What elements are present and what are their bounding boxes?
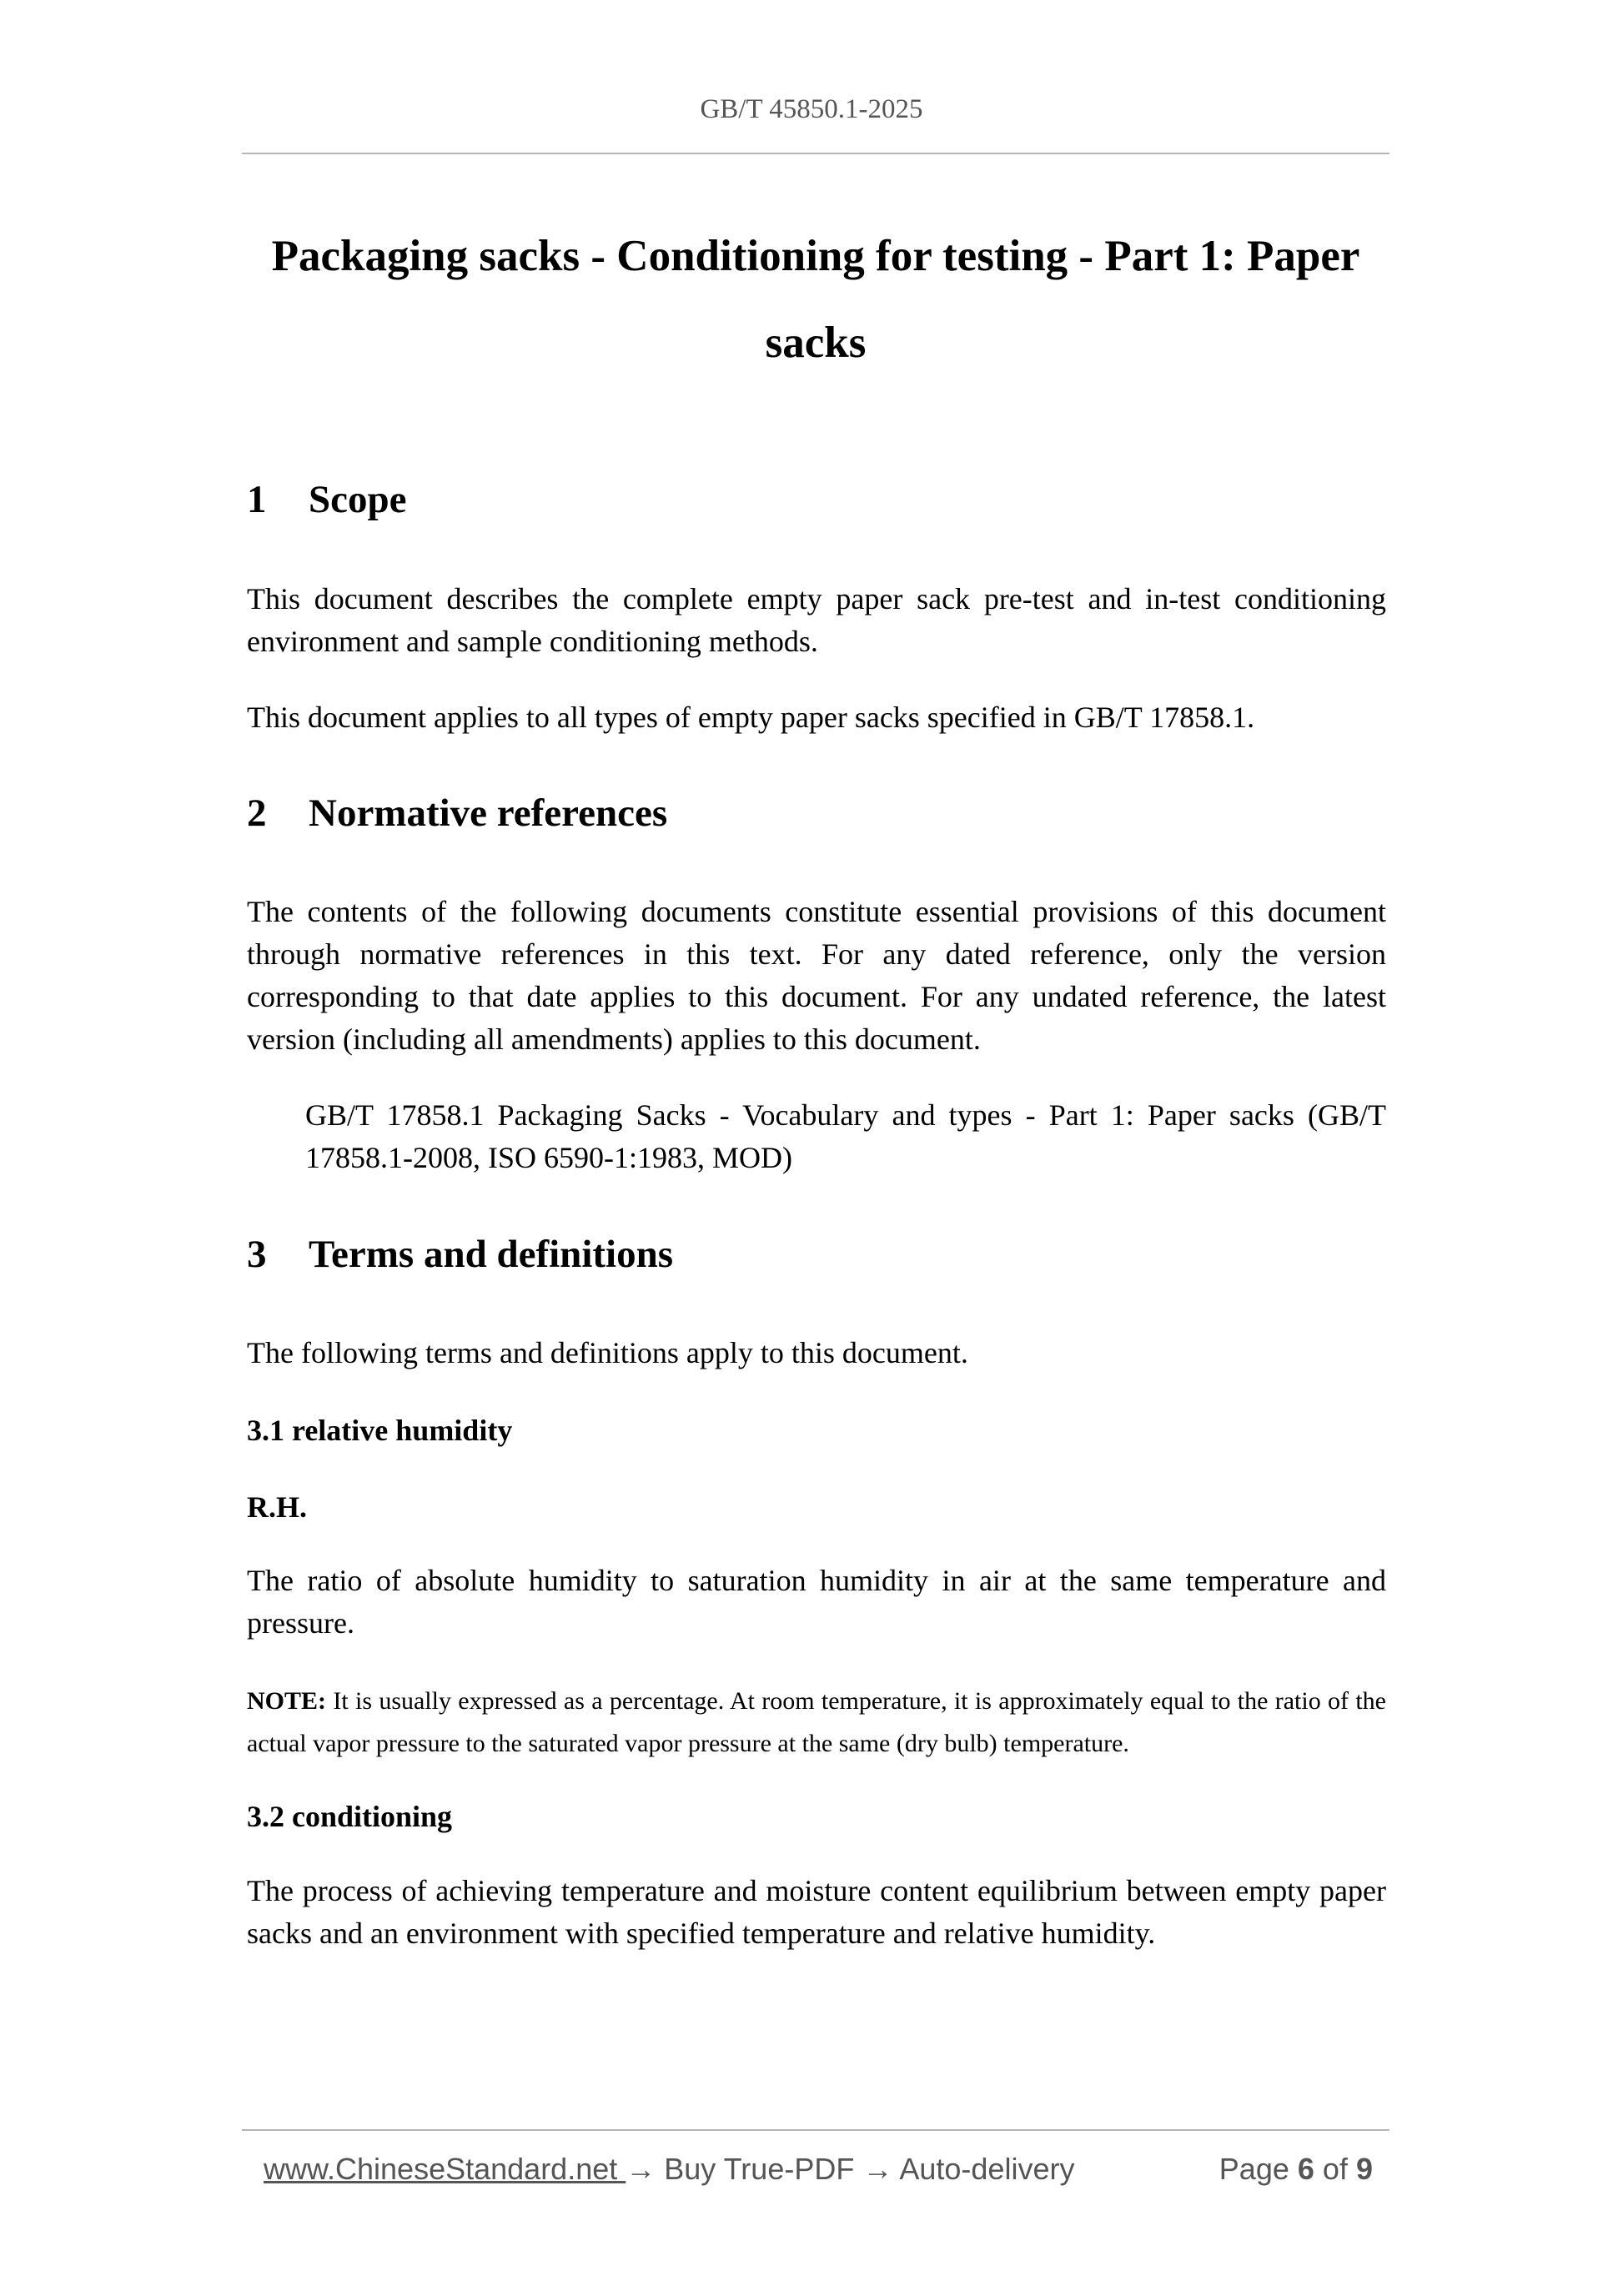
header-divider	[242, 153, 1389, 154]
arrow-right-icon: →	[626, 2152, 656, 2186]
scope-paragraph-1: This document describes the complete empty paper sack pre-test and in-test conditioning environment and sample conditioning methods.	[247, 582, 1386, 658]
section-title: Scope	[309, 478, 407, 521]
note-label: NOTE:	[247, 1687, 327, 1715]
term-3-1-abbreviation: R.H.	[247, 1490, 307, 1524]
scope-paragraph-2: This document applies to all types of empty paper sacks specified in GB/T 17858.1.	[247, 701, 1255, 734]
page-label: Page	[1219, 2152, 1289, 2186]
section-number: 1	[247, 478, 267, 521]
site-link[interactable]: www.ChineseStandard.net	[264, 2152, 626, 2186]
buy-true-pdf-text: Buy True-PDF	[664, 2152, 855, 2186]
header-standard-code: GB/T 45850.1-2025	[700, 94, 923, 124]
of-label: of	[1322, 2152, 1348, 2186]
term-3-1-heading: 3.1 relative humidity	[247, 1414, 513, 1447]
auto-delivery-text: Auto-delivery	[899, 2152, 1075, 2186]
arrow-right-icon: →	[862, 2152, 893, 2186]
section-2-heading	[247, 791, 667, 836]
section-number: 3	[247, 1233, 267, 1276]
normative-reference-item: GB/T 17858.1 Packaging Sacks - Vocabulary and types - Part 1: Paper sacks (GB/T 17858.1-2008, ISO 6590-1:1983, MOD)	[305, 1098, 1386, 1174]
section-1-heading	[247, 477, 407, 522]
page-total: 9	[1355, 2152, 1373, 2186]
page-current: 6	[1297, 2152, 1314, 2186]
section-3-heading	[247, 1232, 673, 1277]
terms-intro: The following terms and definitions apply to this document.	[247, 1336, 968, 1369]
section-title: Normative references	[309, 791, 668, 835]
section-title: Terms and definitions	[309, 1233, 674, 1276]
footer-divider	[242, 2129, 1389, 2131]
title-line-2: sacks	[765, 319, 867, 367]
note-text: It is usually expressed as a percentage. At room temperature, it is approximately equal to the ratio of the actual vapor pressure to the saturated vapor pressure at the same (dry bulb) temperature.	[247, 1687, 1387, 1757]
section-number: 2	[247, 791, 267, 835]
footer	[264, 2152, 1373, 2193]
term-3-2-heading: 3.2 conditioning	[247, 1800, 453, 1833]
page-indicator	[1219, 2152, 1373, 2187]
term-3-1-definition: The ratio of absolute humidity to saturation humidity in air at the same temperature and pressure.	[247, 1564, 1386, 1640]
term-3-1-note	[247, 1680, 1386, 1765]
normative-paragraph: The contents of the following documents constitute essential provisions of this document through normative references in this text. For any dated reference, only the version corresponding to that date applies to this document. For any undated reference, the latest version (including all amendments) applies to this document.	[247, 895, 1386, 1056]
document-title	[242, 213, 1389, 386]
title-line-1: Packaging sacks - Conditioning for testing - Part 1: Paper	[271, 232, 1360, 280]
term-3-2-definition: The process of achieving temperature and moisture content equilibrium between empty paper sacks and an environment with specified temperature and relative humidity.	[247, 1874, 1386, 1950]
footer-promo	[264, 2152, 1074, 2187]
